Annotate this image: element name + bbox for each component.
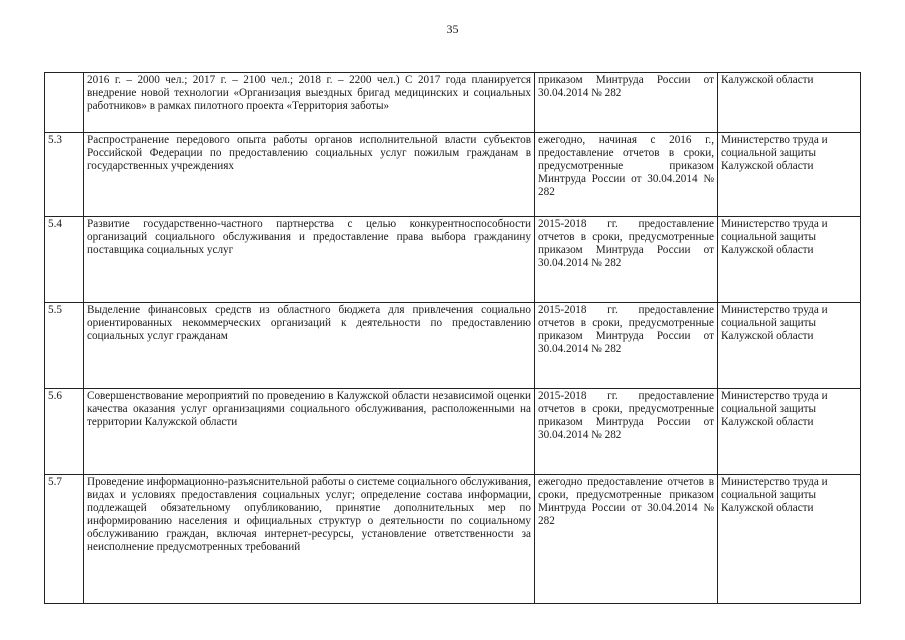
- measure-description: Проведение информационно-разъяснительной работы о системе социального обслуживания, видах и условиях предоставления социальных услуг; определение состава информации, подлежащей обязательному опубликованию, принятие дополнительных мер по информированию населения и официальных структур о деятельности по социальному обслуживанию граждан, включая интернет-ресурсы, установление ответственности за неисполнение предусмотренных требований: [84, 475, 535, 604]
- measure-responsible: Министерство труда и социальной защиты Калужской области: [718, 133, 861, 217]
- measure-description: 2016 г. – 2000 чел.; 2017 г. – 2100 чел.; 2018 г. – 2200 чел.) С 2017 года планируется внедрение новой технологии «Организация выездных бригад медицинских и социальных работников» в рамках пилотного проекта «Территория заботы»: [84, 73, 535, 133]
- measure-responsible: Министерство труда и социальной защиты Калужской области: [718, 475, 861, 604]
- measure-description: Распространение передового опыта работы органов исполнительной власти субъектов Российской Федерации по предоставлению социальных услуг пожилым гражданам в государственных учреждениях: [84, 133, 535, 217]
- measure-term: ежегодно предоставление отчетов в сроки, предусмотренные приказом Минтруда России от 30.04.2014 № 282: [535, 475, 718, 604]
- measure-description: Выделение финансовых средств из областного бюджета для привлечения социально ориентированных некоммерческих организаций к деятельности по предоставлению социальных услуг гражданам: [84, 303, 535, 389]
- measure-description: Совершенствование мероприятий по проведению в Калужской области независимой оценки качества оказания услуг организациями социального обслуживания, расположенными на территории Калужской области: [84, 389, 535, 475]
- table-row: [45, 73, 861, 133]
- row-number: 5.5: [45, 303, 84, 389]
- row-number: [45, 73, 84, 133]
- row-number: 5.6: [45, 389, 84, 475]
- measures-table: [44, 72, 861, 604]
- table-row: [45, 389, 861, 475]
- measure-term: приказом Минтруда России от 30.04.2014 № 282: [535, 73, 718, 133]
- row-number: 5.4: [45, 217, 84, 303]
- table-row: [45, 217, 861, 303]
- measure-responsible: Калужской области: [718, 73, 861, 133]
- table-row: [45, 303, 861, 389]
- measure-responsible: Министерство труда и социальной защиты Калужской области: [718, 389, 861, 475]
- measure-term: 2015-2018 гг. предоставление отчетов в сроки, предусмотренные приказом Минтруда России от 30.04.2014 № 282: [535, 303, 718, 389]
- measure-responsible: Министерство труда и социальной защиты Калужской области: [718, 303, 861, 389]
- row-number: 5.3: [45, 133, 84, 217]
- row-number: 5.7: [45, 475, 84, 604]
- page-number: 35: [446, 22, 459, 36]
- measure-term: ежегодно, начиная с 2016 г., предоставление отчетов в сроки, предусмотренные приказом Минтруда России от 30.04.2014 № 282: [535, 133, 718, 217]
- measure-term: 2015-2018 гг. предоставление отчетов в сроки, предусмотренные приказом Минтруда России от 30.04.2014 № 282: [535, 217, 718, 303]
- table-row: [45, 475, 861, 604]
- table-row: [45, 133, 861, 217]
- measure-term: 2015-2018 гг. предоставление отчетов в сроки, предусмотренные приказом Минтруда России от 30.04.2014 № 282: [535, 389, 718, 475]
- measure-description: Развитие государственно-частного партнерства с целью конкурентноспособности организаций социального обслуживания и предоставление права выбора гражданину поставщика социальных услуг: [84, 217, 535, 303]
- measure-responsible: Министерство труда и социальной защиты Калужской области: [718, 217, 861, 303]
